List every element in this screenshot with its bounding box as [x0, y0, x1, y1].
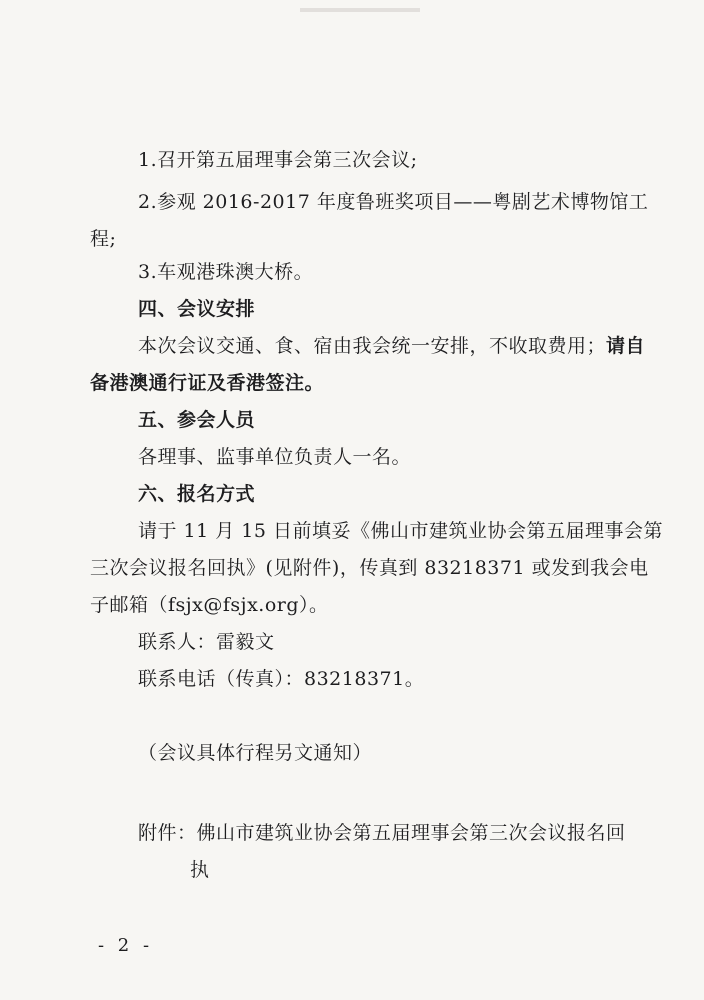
- itinerary-note: （会议具体行程另文通知）: [138, 742, 373, 764]
- section-4-text-bold: 请自: [606, 335, 646, 357]
- section-5-heading: 五、参会人员: [138, 409, 256, 431]
- section-4-text-normal: 本次会议交通、食、宿由我会统一安排，不收取费用；: [138, 335, 607, 357]
- scan-mark: [300, 8, 420, 12]
- section-6-paragraph-line-2: 三次会议报名回执》(见附件)，传真到 83218371 或发到我会电: [90, 557, 649, 579]
- page-number: - 2 -: [98, 935, 154, 956]
- item-2-line-2: 程;: [90, 228, 117, 250]
- section-6-paragraph-line-3: 子邮箱（fsjx@fsjx.org）。: [90, 594, 329, 616]
- contact-person: 联系人：雷毅文: [138, 631, 275, 653]
- contact-phone: 联系电话（传真）：83218371。: [138, 668, 425, 690]
- attachment-label: 附件：: [138, 822, 197, 844]
- attachment-title: 佛山市建筑业协会第五届理事会第三次会议报名回: [196, 822, 626, 844]
- item-1: 1.召开第五届理事会第三次会议;: [138, 149, 418, 171]
- item-2-line-1: 2.参观 2016-2017 年度鲁班奖项目——粤剧艺术博物馆工: [138, 191, 649, 213]
- attachment-line-1: [138, 820, 626, 846]
- section-5-paragraph: 各理事、监事单位负责人一名。: [138, 446, 412, 468]
- section-6-heading: 六、报名方式: [138, 483, 256, 505]
- section-6-paragraph-line-1: 请于 11 月 15 日前填妥《佛山市建筑业协会第五届理事会第: [138, 520, 664, 542]
- section-4-paragraph-line-1: [138, 333, 645, 359]
- section-4-heading: 四、会议安排: [138, 298, 256, 320]
- section-4-paragraph-line-2: 备港澳通行证及香港签注。: [90, 372, 325, 394]
- attachment-line-2: 执: [190, 859, 210, 881]
- item-3: 3.车观港珠澳大桥。: [138, 261, 314, 283]
